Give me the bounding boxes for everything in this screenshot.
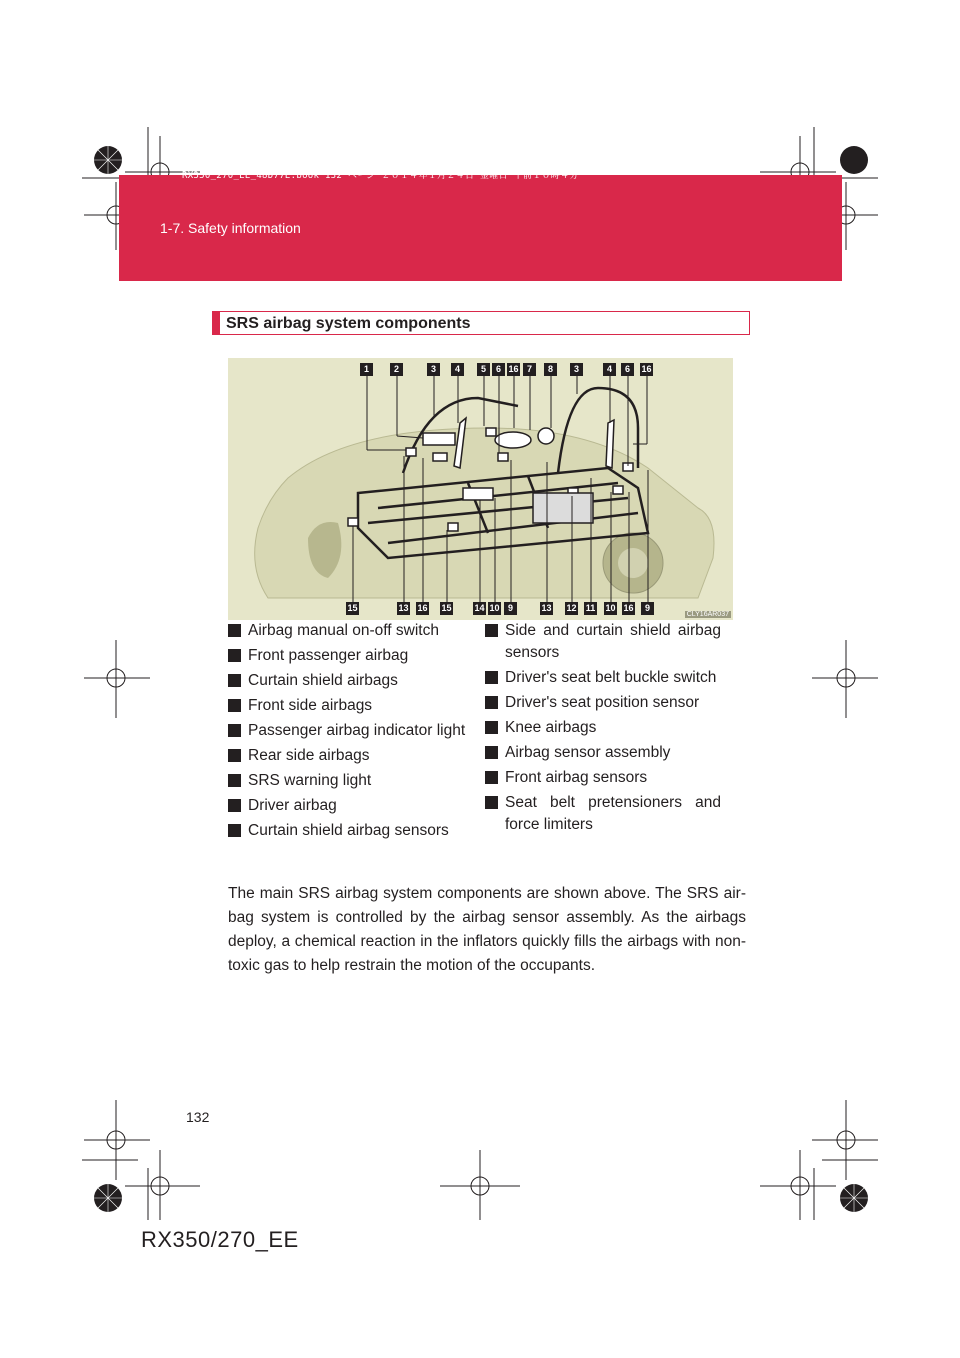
top-callout-1: 1: [360, 363, 373, 376]
bottom-callout-16: 16: [417, 603, 428, 613]
legend-text: Curtain shield airbag sensors: [248, 822, 449, 839]
legend-item: [485, 792, 721, 836]
top-callout-16: 16: [641, 364, 652, 374]
top-callout-2: 2: [390, 363, 403, 376]
legend-item: [228, 745, 470, 767]
vehicle-illustration: [228, 358, 733, 620]
legend-item: [485, 667, 721, 689]
top-callout-5: 5: [477, 363, 490, 376]
legend-item: [228, 695, 470, 717]
legend-item: [485, 742, 721, 764]
legend-item: [228, 770, 470, 792]
image-code: CLY16AR037: [686, 611, 729, 618]
section-title: SRS airbag system components: [226, 315, 471, 332]
legend-item: [228, 620, 470, 642]
print-info: RX350_270_EE_48D77E.book 132 ページ ２０１４年１月２４日 金曜日 午前１０時４分: [182, 171, 579, 181]
top-callout-4: 4: [451, 363, 464, 376]
legend-text: Airbag sensor assembly: [505, 744, 671, 761]
legend-text: Front passenger airbag: [248, 647, 409, 664]
legend-item: [485, 767, 721, 789]
legend-number-marker: [228, 649, 241, 662]
bottom-callout-10: 10: [489, 603, 500, 613]
model-footer: RX350/270_EE: [141, 1227, 299, 1252]
legend-number-marker: [485, 746, 498, 759]
legend-text: Front airbag sensors: [505, 769, 648, 786]
legend-number-marker: [228, 624, 241, 637]
airbag-components-diagram: [228, 358, 733, 620]
legend-text: Driver's seat belt buckle switch: [505, 669, 717, 686]
top-callout-8: 8: [544, 363, 557, 376]
top-callout-6: 6: [492, 363, 505, 376]
bottom-callout-13: 13: [398, 603, 409, 613]
bottom-callout-13: 13: [541, 603, 552, 613]
legend-text: Front side airbags: [248, 697, 373, 714]
legend-item: [485, 620, 721, 664]
legend-text: Airbag manual on-off switch: [248, 622, 439, 639]
legend-text: Driver's seat position sensor: [505, 694, 700, 711]
legend-number-marker: [485, 624, 498, 637]
legend-text: Passenger airbag indicator light: [248, 722, 466, 739]
legend-text: Seat belt pretensioners and force limiters: [505, 794, 721, 833]
bottom-callout-9: 9: [641, 602, 654, 615]
legend-text: Side and curtain shield airbag sensors: [505, 622, 721, 661]
bottom-callout-9: 9: [504, 602, 517, 615]
top-callout-3: 3: [427, 363, 440, 376]
top-callout-7: 7: [523, 363, 536, 376]
top-callout-6: 6: [621, 363, 634, 376]
legend-number-marker: [228, 724, 241, 737]
bottom-callout-15: 15: [347, 603, 358, 613]
legend-number-marker: [485, 671, 498, 684]
legend-number-marker: [228, 699, 241, 712]
legend-number-marker: [485, 696, 498, 709]
page-number: 132: [186, 1109, 210, 1125]
legend-item: [228, 645, 470, 667]
legend-text: Driver airbag: [248, 797, 337, 814]
legend-number-marker: [485, 771, 498, 784]
legend-right: [485, 620, 721, 839]
body-paragraph: The main SRS airbag system components are shown above. The SRS air-bag system is controlled by the airbag sensor assembly. As the airbags deploy, a chemical reaction in the inflators quickly fills the airbags with non-toxic gas to help restrain the motion of the occupants.: [228, 885, 746, 974]
bottom-callout-15: 15: [441, 603, 452, 613]
bottom-callout-12: 12: [566, 603, 577, 613]
section-title-box: [212, 311, 750, 335]
legend-item: [228, 720, 470, 742]
legend-number-marker: [228, 749, 241, 762]
section-label: 1-7. Safety information: [160, 220, 301, 236]
legend-number-marker: [228, 674, 241, 687]
legend-item: [228, 820, 470, 842]
bottom-callout-16: 16: [623, 603, 634, 613]
top-callout-4: 4: [603, 363, 616, 376]
legend-number-marker: [485, 721, 498, 734]
legend-item: [228, 795, 470, 817]
bottom-callout-10: 10: [605, 603, 616, 613]
legend-item: [485, 717, 721, 739]
top-callout-3: 3: [570, 363, 583, 376]
legend-number-marker: [485, 796, 498, 809]
bottom-callout-14: 14: [474, 603, 485, 613]
legend-number-marker: [228, 774, 241, 787]
legend-item: [485, 692, 721, 714]
legend-text: Curtain shield airbags: [248, 672, 398, 689]
legend-text: Rear side airbags: [248, 747, 370, 764]
legend-number-marker: [228, 799, 241, 812]
bottom-callout-11: 11: [585, 603, 596, 613]
top-callout-16: 16: [508, 364, 519, 374]
legend-item: [228, 670, 470, 692]
legend-text: SRS warning light: [248, 772, 372, 789]
legend-text: Knee airbags: [505, 719, 597, 736]
legend-number-marker: [228, 824, 241, 837]
legend-left: [228, 620, 470, 845]
